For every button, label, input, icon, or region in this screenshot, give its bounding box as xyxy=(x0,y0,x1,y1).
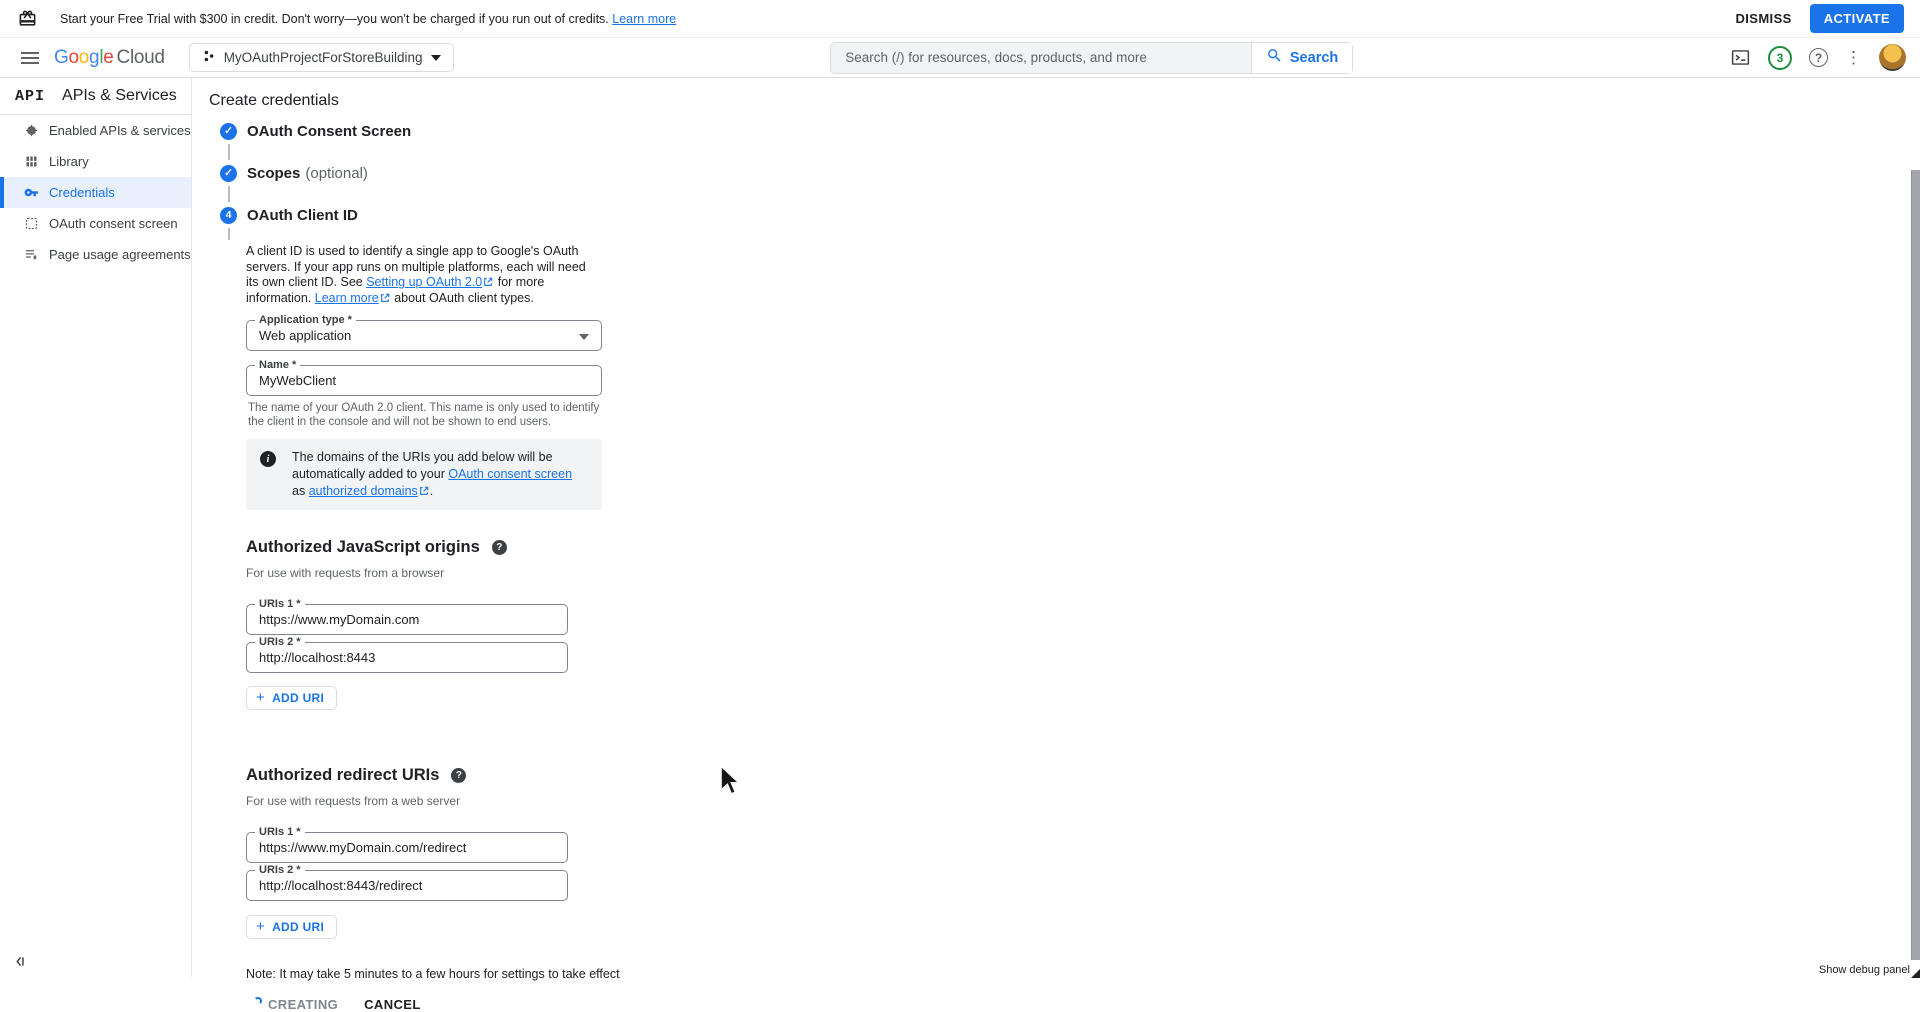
loading-spinner-icon xyxy=(254,997,262,1005)
oauth-consent-screen-link[interactable]: OAuth consent screen xyxy=(448,467,573,481)
enabled-apis-icon xyxy=(24,123,39,138)
settings-note: Note: It may take 5 minutes to a few hours for settings to take effect xyxy=(246,967,620,981)
help-button[interactable] xyxy=(1809,48,1828,67)
logo-letter: g xyxy=(89,46,100,68)
learn-more-link[interactable]: Learn more xyxy=(612,11,677,26)
step-suffix: (optional) xyxy=(305,164,368,182)
notification-badge: 3 xyxy=(1768,46,1792,70)
consent-screen-icon xyxy=(24,216,39,231)
redirect-uri-1-field[interactable] xyxy=(246,826,568,863)
step-number: 4 xyxy=(220,207,237,224)
sidebar-nav xyxy=(0,115,191,270)
step-connector xyxy=(228,228,230,240)
logo-letter: o xyxy=(68,46,79,68)
client-name-label: Name * xyxy=(255,359,300,371)
creating-button[interactable]: CREATING xyxy=(268,997,339,1012)
step-connector xyxy=(228,186,230,202)
menu-icon[interactable] xyxy=(20,48,40,68)
external-link-icon xyxy=(483,276,493,286)
step-scopes[interactable] xyxy=(220,164,1920,182)
sidebar-item-label: OAuth consent screen xyxy=(49,216,178,231)
sidebar-item-page-usage[interactable] xyxy=(0,239,191,270)
sidebar xyxy=(0,78,192,977)
sidebar-title: APIs & Services xyxy=(62,87,177,104)
cancel-button[interactable]: CANCEL xyxy=(364,997,421,1012)
authorized-domains-link[interactable]: authorized domains xyxy=(308,484,418,498)
banner-text xyxy=(60,12,676,26)
page-title: Create credentials xyxy=(209,92,339,109)
info-icon: i xyxy=(260,451,276,467)
logo-cloud: Cloud xyxy=(116,46,165,68)
uri-label: URIs 1 * xyxy=(255,598,305,610)
sidebar-item-oauth-consent[interactable] xyxy=(0,208,191,239)
client-name-field[interactable] xyxy=(246,359,602,396)
resize-corner-icon xyxy=(1911,969,1920,978)
search-input[interactable] xyxy=(831,43,1251,73)
client-name-helper: The name of your OAuth 2.0 client. This name is only used to identify the client in the console and will not be shown to end users. xyxy=(248,402,600,428)
cloud-shell-icon[interactable] xyxy=(1730,47,1751,68)
external-link-icon xyxy=(419,484,429,494)
logo-letter: G xyxy=(54,46,69,68)
more-options-button[interactable] xyxy=(1845,49,1862,66)
more-vert-icon: ⋮ xyxy=(1845,48,1862,67)
account-button[interactable] xyxy=(1879,44,1906,71)
header xyxy=(0,38,1920,78)
avatar xyxy=(1879,44,1906,71)
free-trial-banner xyxy=(0,0,1920,38)
info-text xyxy=(292,449,588,500)
logo-letter: l xyxy=(99,46,104,68)
show-debug-panel-link[interactable]: Show debug panel xyxy=(1818,964,1910,976)
redirect-uri-1-input[interactable] xyxy=(247,840,567,855)
header-actions xyxy=(1730,44,1906,71)
collapse-sidebar-icon[interactable] xyxy=(14,955,27,971)
api-logo-icon: API xyxy=(15,87,46,105)
logo-letter: e xyxy=(103,46,114,68)
application-type-value[interactable] xyxy=(247,328,601,343)
domains-info-box xyxy=(246,439,602,510)
setting-up-oauth-link[interactable]: Setting up OAuth 2.0 xyxy=(366,275,483,289)
redirect-uri-2-input[interactable] xyxy=(247,878,567,893)
client-name-input[interactable] xyxy=(247,373,601,388)
client-id-description xyxy=(246,244,600,306)
js-origin-uri-2-field[interactable] xyxy=(246,636,568,673)
vertical-scrollbar[interactable] xyxy=(1911,170,1920,960)
step-connector xyxy=(228,144,230,160)
search-button[interactable] xyxy=(1251,43,1352,73)
application-type-label: Application type * xyxy=(255,314,356,326)
step-check-icon: ✓ xyxy=(220,165,237,182)
intro-text: A client ID is used to identify a single app to Google's OAuth servers. If your app runs on multiple platforms, each will need its own client ID. See xyxy=(246,244,586,289)
external-link-icon xyxy=(380,292,390,302)
add-uri-label: ADD URI xyxy=(272,691,325,705)
project-name: MyOAuthProjectForStoreBuilding xyxy=(223,50,423,65)
banner-message: Start your Free Trial with $300 in credit. Don't worry—you won't be charged if you run out of credits. xyxy=(60,11,609,26)
sidebar-item-label: Enabled APIs & services xyxy=(49,123,191,138)
logo-letter: o xyxy=(78,46,90,68)
sidebar-item-enabled-apis[interactable] xyxy=(0,115,191,146)
step-title: OAuth Consent Screen xyxy=(247,122,412,140)
help-icon: ? xyxy=(1809,48,1828,67)
sidebar-item-credentials[interactable] xyxy=(0,177,191,208)
uri-label: URIs 2 * xyxy=(255,864,305,876)
search-bar[interactable] xyxy=(830,42,1353,74)
sidebar-item-label: Page usage agreements xyxy=(49,247,191,262)
info-text-part: The domains of the URIs you add below will be automatically added to your xyxy=(292,450,553,481)
add-uri-label: ADD URI xyxy=(272,920,325,934)
step-check-icon: ✓ xyxy=(220,123,237,140)
js-origin-uri-1-field[interactable] xyxy=(246,598,568,635)
js-origins-subtitle: For use with requests from a browser xyxy=(246,566,445,580)
form-actions xyxy=(254,997,1920,1012)
intro-text: for more information. xyxy=(246,275,545,305)
library-icon xyxy=(24,154,39,169)
redirect-uris-subtitle: For use with requests from a web server xyxy=(246,794,461,808)
activate-button[interactable]: ACTIVATE xyxy=(1810,4,1904,33)
search-icon xyxy=(1266,47,1283,68)
info-text-part: as xyxy=(292,484,309,498)
plus-icon: + xyxy=(256,689,266,706)
step-title: OAuth Client ID xyxy=(247,206,358,224)
plus-icon: + xyxy=(256,918,266,935)
help-icon[interactable]: ? xyxy=(451,768,466,783)
chevron-down-icon xyxy=(431,55,441,61)
gift-icon xyxy=(18,9,38,29)
key-icon xyxy=(24,185,39,200)
redirect-uris-heading: Authorized redirect URIs xyxy=(246,766,440,784)
project-icon xyxy=(202,49,216,66)
step-title: Scopes xyxy=(247,164,301,182)
step-oauth-client-id[interactable] xyxy=(220,206,1920,224)
add-uri-button[interactable] xyxy=(246,686,337,710)
help-icon[interactable]: ? xyxy=(492,540,507,555)
chevron-down-icon[interactable] xyxy=(579,334,589,340)
main-content xyxy=(192,78,1920,1012)
uri-label: URIs 2 * xyxy=(255,636,305,648)
sidebar-item-label: Credentials xyxy=(49,185,115,200)
application-type-select[interactable] xyxy=(246,314,602,351)
intro-text: about OAuth client types. xyxy=(390,290,534,305)
sidebar-item-library[interactable] xyxy=(0,146,191,177)
sidebar-item-label: Library xyxy=(49,154,89,169)
agreements-icon xyxy=(24,247,39,262)
uri-label: URIs 1 * xyxy=(255,826,305,838)
project-picker[interactable] xyxy=(189,43,454,72)
google-cloud-logo[interactable] xyxy=(54,47,165,69)
js-origin-uri-2-input[interactable] xyxy=(247,650,567,665)
redirect-uri-2-field[interactable] xyxy=(246,864,568,901)
dismiss-button[interactable]: DISMISS xyxy=(1735,11,1792,26)
learn-more-oauth-link[interactable]: Learn more xyxy=(314,290,379,305)
search-button-label: Search xyxy=(1289,49,1339,66)
step-oauth-consent-screen[interactable] xyxy=(220,122,1920,140)
js-origin-uri-1-input[interactable] xyxy=(247,612,567,627)
js-origins-heading: Authorized JavaScript origins xyxy=(246,538,480,556)
info-text-part: . xyxy=(429,484,434,498)
notifications-button[interactable] xyxy=(1768,46,1792,70)
add-redirect-uri-button[interactable] xyxy=(246,915,337,939)
